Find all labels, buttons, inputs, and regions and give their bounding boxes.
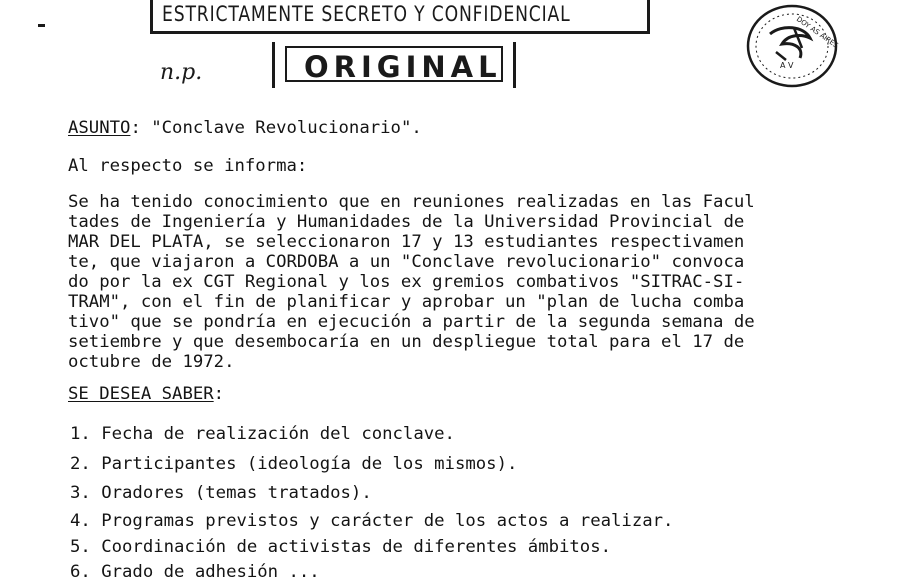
wish-heading-label: SE DESEA SABER [68, 384, 214, 404]
classification-stamp: ESTRICTAMENTE SECRETO Y CONFIDENCIAL [162, 2, 571, 26]
paragraph-line: tivo" que se pondría en ejecución a partir de la segunda semana de [68, 312, 755, 332]
list-item: 4. Programas previstos y carácter de los actos a realizar. [70, 511, 674, 531]
paragraph-line: tades de Ingeniería y Humanidades de la Universidad Provincial de [68, 212, 745, 232]
seal-text: DOY AS AIRES [794, 15, 840, 50]
handwritten-initials: n.p. [160, 60, 203, 85]
subject-text: : "Conclave Revolucionario". [130, 118, 422, 138]
list-item: 5. Coordinación de activistas de diferentes ámbitos. [70, 537, 612, 557]
subject-line [68, 118, 422, 138]
list-item: 1. Fecha de realización del conclave. [70, 424, 455, 444]
wish-heading-suffix: : [213, 384, 225, 404]
intro-line: Al respecto se informa: [68, 156, 308, 176]
paragraph-line: te, que viajaron a CORDOBA a un "Conclave revolucionario" convoca [68, 252, 745, 272]
paragraph-line: do por la ex CGT Regional y los ex gremios combativos "SITRAC-SI- [68, 272, 745, 292]
svg-text:A V: A V [780, 61, 794, 70]
list-item-cut: 6. Grado de adhesión ... [70, 562, 320, 582]
paragraph-line: octubre de 1972. [68, 352, 235, 372]
original-stamp-inner-box [285, 46, 503, 82]
paragraph-line: TRAM", con el fin de planificar y aprobar un "plan de lucha comba [68, 292, 745, 312]
paragraph-line: setiembre y que desembocaría en un despliegue total para el 17 de [68, 332, 745, 352]
margin-mark [38, 24, 45, 27]
list-item: 2. Participantes (ideología de los mismos). [70, 454, 518, 474]
round-seal-stamp [742, 4, 838, 90]
list-item: 3. Oradores (temas tratados). [70, 483, 372, 503]
paragraph-line: Se ha tenido conocimiento que en reuniones realizadas en las Facul [68, 192, 755, 212]
original-stamp [272, 42, 516, 88]
paragraph-line: MAR DEL PLATA, se seleccionaron 17 y 13 estudiantes respectivamen [68, 232, 745, 252]
subject-label: ASUNTO [68, 118, 131, 138]
original-stamp-text: ORIGINAL [304, 50, 502, 84]
wish-heading [68, 384, 224, 404]
